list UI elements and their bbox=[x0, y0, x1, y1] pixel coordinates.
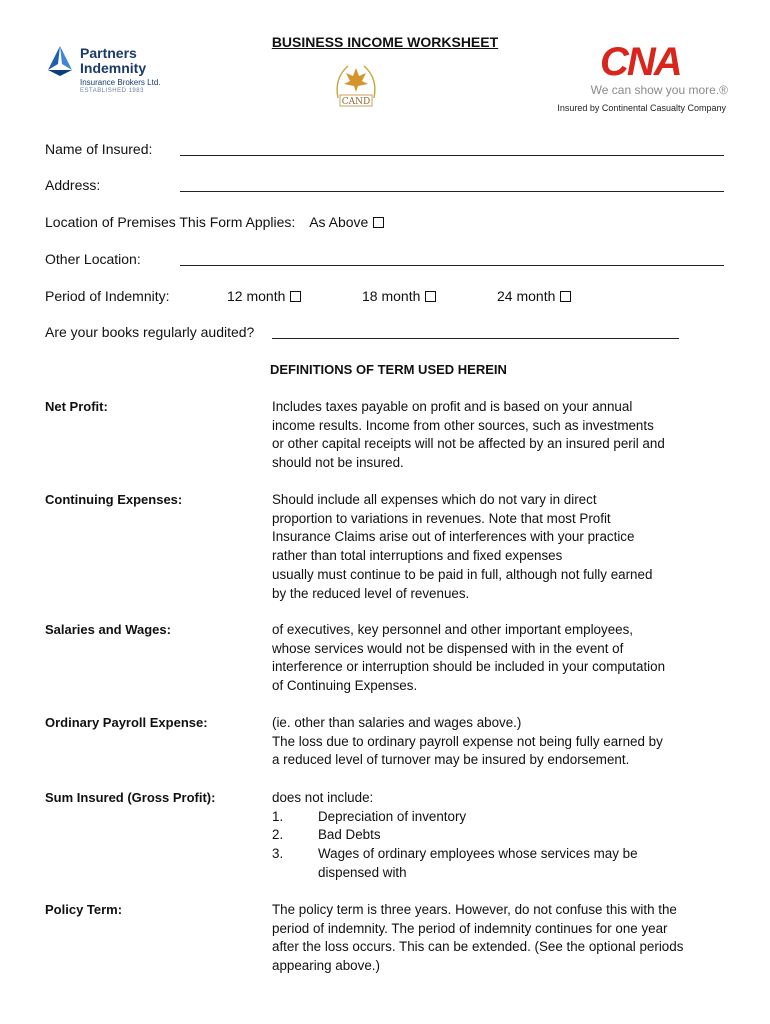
cand-logo-icon bbox=[330, 58, 382, 114]
period-12-label: 12 month bbox=[227, 288, 286, 304]
location-label: Location of Premises This Form Applies: bbox=[45, 214, 296, 230]
policy-term-definition: The policy term is three years. However, do not confuse this with the period of indemnity. The period of indemnity continues for one year after the loss occurs. This can be extended. (See the optional periods appearing above.) bbox=[272, 902, 684, 974]
salaries-wages-definition: of executives, key personnel and other important employees, whose services would not be dispensed with in the event of interference or interruption should be included in your computation of Continuing Expenses. bbox=[272, 622, 666, 694]
insured-by-text: Insured by Continental Casualty Company bbox=[557, 103, 726, 113]
as-above-label: As Above bbox=[309, 214, 369, 230]
other-location-field[interactable] bbox=[180, 265, 724, 266]
definitions-heading: DEFINITIONS OF TERM USED HEREIN bbox=[270, 362, 507, 377]
address-field[interactable] bbox=[180, 191, 724, 192]
partners-indemnity-logo-icon bbox=[42, 44, 78, 78]
name-label: Name of Insured: bbox=[45, 141, 153, 157]
partners-logo-established: ESTABLISHED 1983 bbox=[80, 88, 144, 94]
cna-logo: CNA bbox=[600, 40, 681, 84]
period-18-option bbox=[362, 288, 436, 304]
period-18-checkbox[interactable] bbox=[425, 291, 436, 302]
address-label: Address: bbox=[45, 177, 101, 193]
list-item: 3. Wages of ordinary employees whose services may be bbox=[272, 846, 638, 862]
net-profit-definition: Includes taxes payable on profit and is based on your annual income results. Income from other sources, such as investments or other capital receipts will not be affected by an insured peril and should not be insured. bbox=[272, 399, 665, 471]
period-24-checkbox[interactable] bbox=[560, 291, 571, 302]
continuing-expenses-term: Continuing Expenses: bbox=[45, 492, 183, 507]
cna-tagline: We can show you more.® bbox=[590, 83, 728, 97]
books-audited-label: Are your books regularly audited? bbox=[45, 324, 255, 340]
partners-logo-subtitle: Insurance Brokers Ltd. bbox=[80, 78, 161, 87]
period-24-option bbox=[497, 288, 571, 304]
net-profit-term: Net Profit: bbox=[45, 399, 108, 414]
period-24-label: 24 month bbox=[497, 288, 556, 304]
period-12-checkbox[interactable] bbox=[290, 291, 301, 302]
cand-logo-text: CAND bbox=[341, 97, 371, 107]
continuing-expenses-definition: Should include all expenses which do not vary in direct proportion to variations in revenues. Note that most Profit Insurance Claims arise out of interferences with your practice rather than total interruptions and fixed expenses usually must continue to be paid in full, although not fully earned by the reduced level of revenues. bbox=[272, 492, 653, 601]
list-item: 1. Depreciation of inventory bbox=[272, 808, 467, 824]
name-field[interactable] bbox=[180, 155, 724, 156]
other-location-label: Other Location: bbox=[45, 251, 141, 267]
period-18-label: 18 month bbox=[362, 288, 421, 304]
period-label: Period of Indemnity: bbox=[45, 288, 170, 304]
ordinary-payroll-term: Ordinary Payroll Expense: bbox=[45, 715, 208, 730]
sum-insured-term: Sum Insured (Gross Profit): bbox=[45, 790, 216, 805]
ordinary-payroll-definition: (ie. other than salaries and wages above.) The loss due to ordinary payroll expense not being fully earned by a reduced level of turnover may be insured by endorsement. bbox=[272, 715, 663, 768]
as-above-checkbox[interactable] bbox=[373, 217, 384, 228]
period-12-option bbox=[227, 288, 301, 304]
sum-insured-definition: does not include: 1. Depreciation of inventory 2. Bad Debts 3. Wages of ordinary employees whose services may be dispensed with bbox=[272, 789, 732, 883]
salaries-wages-term: Salaries and Wages: bbox=[45, 622, 171, 637]
page-title: BUSINESS INCOME WORKSHEET bbox=[271, 34, 499, 50]
location-row bbox=[45, 214, 384, 230]
list-item: 2. Bad Debts bbox=[272, 827, 381, 843]
books-audited-field[interactable] bbox=[272, 338, 679, 339]
partners-logo-name: Partners Indemnity bbox=[80, 45, 147, 76]
policy-term-term: Policy Term: bbox=[45, 902, 123, 917]
